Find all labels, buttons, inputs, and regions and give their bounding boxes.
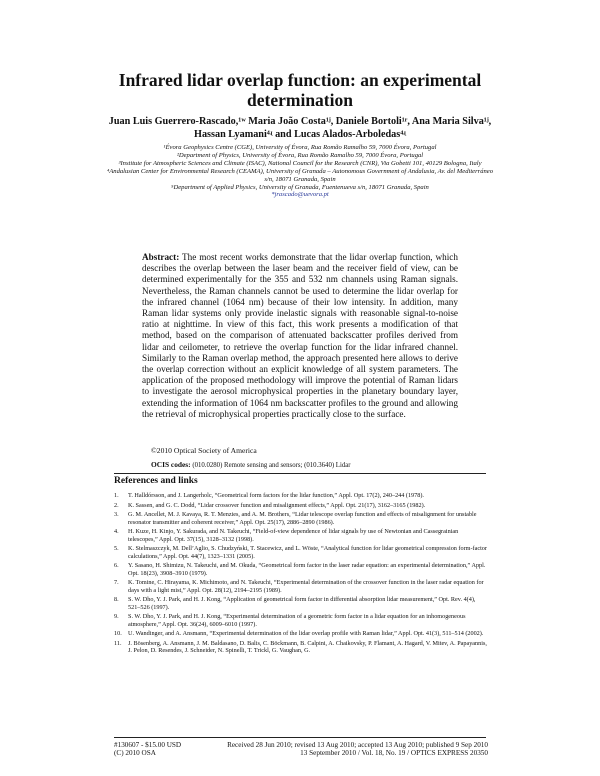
- ocis-label: OCIS codes:: [151, 460, 191, 469]
- reference-number: 4.: [114, 528, 119, 536]
- divider-footer: [114, 737, 486, 738]
- affiliations: [105, 144, 495, 199]
- reference-text: Y. Sasano, H. Shimizu, N. Takeuchi, and M. Okuda, “Geometrical form factor in the laser radar equation: an experimental determination,” Appl. Opt. 18(23), 3908–3910 (1979).: [128, 562, 486, 577]
- page-footer: [114, 741, 488, 757]
- reference-text: K. Sassen, and G. C. Dodd, “Lidar crossover function and misalignment effects,” Appl. Opt. 21(17), 3162–3165 (1982).: [128, 501, 426, 509]
- affiliation-2: ²Department of Physics, University of Évora, Rua Romão Ramalho 59, 7000 Évora, Portugal: [176, 151, 424, 159]
- abstract-label: Abstract:: [142, 252, 180, 262]
- abstract-text: The most recent works demonstrate that the lidar overlap function, which describes the overlap between the laser beam and the receiver field of view, can be determined experimentally for the 355 and 532 nm channels using Raman signals. Nevertheless, the Raman channels cannot be used to determine the lidar overlap for the infrared channel (1064 nm) because of their low intensity. In addition, many Raman lidar systems only provide inelastic signals with reasonable signal-to-noise ratio at nighttime. In view of this fact, this work presents a modification of that method, based on the comparison of attenuated backscatter profiles derived from lidar and ceilometer, to retrieve the overlap function for the lidar infrared channel. Similarly to the Raman overlap method, the approach presented here allows to derive the overlap correction without an explicit knowledge of all system parameters. The application of the proposed methodology will improve the potential of Raman lidars to investigate the aerosol microphysical properties in the planetary boundary layer, extending the information of 1064 nm backscatter profiles to the ground and allowing the retrieval of microphysical properties practically close to the surface.: [142, 252, 458, 419]
- reference-text: K. Tomine, C. Hirayama, K. Michimoto, and N. Takeuchi, “Experimental determination of the crossover function in the laser radar equation for days with a light mist,” Appl. Opt. 28(12), 2194–2195 (1989).: [128, 579, 484, 594]
- reference-text: J. Bösenberg, A. Ansmann, J. M. Baldasano, D. Balis, C. Böckmann, B. Calpini, A. Chaikovsky, P. Flamant, A. Hagard, V. Mitev, A. Papayannis, J. Pelon, D. Resendes, J. Schneider, N. Spinelli, T. Trickl, G. Vaughan, G.: [128, 639, 487, 655]
- reference-number: 7.: [114, 579, 119, 587]
- reference-number: 2.: [114, 501, 119, 509]
- reference-item: [114, 492, 488, 499]
- corresponding-email[interactable]: *jrascado@uevora.pt: [271, 191, 329, 199]
- affiliation-5: ⁵Department of Applied Physics, University of Granada, Fuentenueva s/n, 18071 Granada, Spain: [171, 183, 429, 191]
- ocis-codes: [151, 460, 351, 469]
- reference-item: [114, 579, 488, 594]
- affiliation-3: ³Institute for Atmospheric Sciences and Climate (ISAC), National Council for the Research (CNR), Via Gobetti 101, 40129 Bologna, Italy: [118, 159, 482, 167]
- reference-text: K. Stelmaszczyk, M. Dell’Aglio, S. Chudzyński, T. Stacewicz, and L. Wöste, “Analytical function for lidar geometrical compression form-factor calculations,” Appl. Opt. 44(7), 1323–1331 (2005).: [128, 545, 487, 560]
- reference-item: [114, 528, 488, 543]
- paper-title: Infrared lidar overlap function: an experimental determination: [118, 70, 482, 110]
- reference-number: 6.: [114, 562, 119, 570]
- divider-top: [114, 473, 486, 474]
- footer-copyright: (C) 2010 OSA: [114, 749, 156, 757]
- reference-number: 10.: [114, 630, 122, 638]
- reference-item: [114, 613, 488, 628]
- reference-item: [114, 562, 488, 577]
- footer-history: Received 28 Jun 2010; revised 13 Aug 2010; accepted 13 Aug 2010; published 9 Sep 2010: [227, 741, 488, 749]
- reference-number: 5.: [114, 545, 119, 553]
- author-list: Juan Luis Guerrero-Rascado,¹ʷ Maria João Costa¹ʲ, Daniele Bortoli¹ʳ, Ana Maria Silva¹ʲ, Hassan Lyamani⁴ʵ and Lucas Alados-Arboledas⁴ʵ: [108, 116, 492, 140]
- reference-text: H. Kuze, H. Kinjo, Y. Sakurada, and N. Takeuchi, “Field-of-view dependence of lidar signals by use of Newtonian and Cassegrainian telescopes,” Appl. Opt. 37(15), 3128–3132 (1998).: [128, 528, 459, 543]
- reference-number: 8.: [114, 596, 119, 604]
- reference-text: U. Wandinger, and A. Ansmann, “Experimental determination of the lidar overlap profile with Raman lidar,” Appl. Opt. 41(3), 511–514 (2002).: [128, 630, 484, 638]
- references-heading: References and links: [114, 476, 198, 486]
- footer-citation: 13 September 2010 / Vol. 18, No. 19 / OPTICS EXPRESS 20350: [300, 749, 488, 757]
- reference-text: G. M. Ancellet, M. J. Kavaya, R. T. Menzies, and A. M. Brothers, “Lidar telescope overlap function and effects of misalignment for unstable resonator transmitter and coherent receiver,” Appl. Opt. 25(17), 2886–2890 (1986).: [128, 511, 477, 526]
- reference-item: [114, 511, 488, 526]
- reference-text: T. Halldórsson, and J. Langerholc, “Geometrical form factors for the lidar function,” Appl. Opt. 17(2), 240–244 (1978).: [128, 492, 424, 499]
- reference-item: [114, 640, 488, 655]
- footer-row-2: [114, 749, 488, 757]
- reference-text: S. W. Dho, Y. J. Park, and H. J. Kong, “Experimental determination of a geometric form factor in a lidar equation for an inhomogeneous atmosphere,” Appl. Opt. 36(24), 6009–6010 (1997).: [128, 613, 466, 628]
- reference-list: [114, 492, 488, 657]
- ocis-text: (010.0280) Remote sensing and sensors; (010.3640) Lidar: [192, 462, 351, 469]
- affiliation-4: ⁴Andalusian Center for Environmental Research (CEAMA), University of Granada – Autonomous Government of Andalusia, Av. del Mediterráneo s/n, 18071 Granada, Spain: [106, 167, 494, 183]
- reference-number: 9.: [114, 613, 119, 621]
- reference-text: S. W. Dho, Y. J. Park, and H. J. Kong, “Application of geometrical form factor in differential absorption lidar measurement,” Opt. Rev. 4(4), 521–526 (1997).: [128, 596, 476, 611]
- reference-number: 3.: [114, 511, 119, 519]
- reference-number: 1.: [114, 492, 119, 499]
- footer-row-1: [114, 741, 488, 749]
- abstract: [142, 252, 458, 420]
- reference-item: [114, 502, 488, 509]
- reference-item: [114, 630, 488, 637]
- reference-item: [114, 596, 488, 611]
- reference-item: [114, 545, 488, 560]
- footer-price: #130607 - $15.00 USD: [114, 741, 182, 749]
- affiliation-1: ¹Évora Geophysics Centre (CGE), University of Évora, Rua Romão Ramalho 59, 7000 Évora, Portugal: [163, 144, 437, 151]
- copyright-line: ©2010 Optical Society of America: [151, 446, 257, 455]
- reference-number: 11.: [114, 639, 122, 647]
